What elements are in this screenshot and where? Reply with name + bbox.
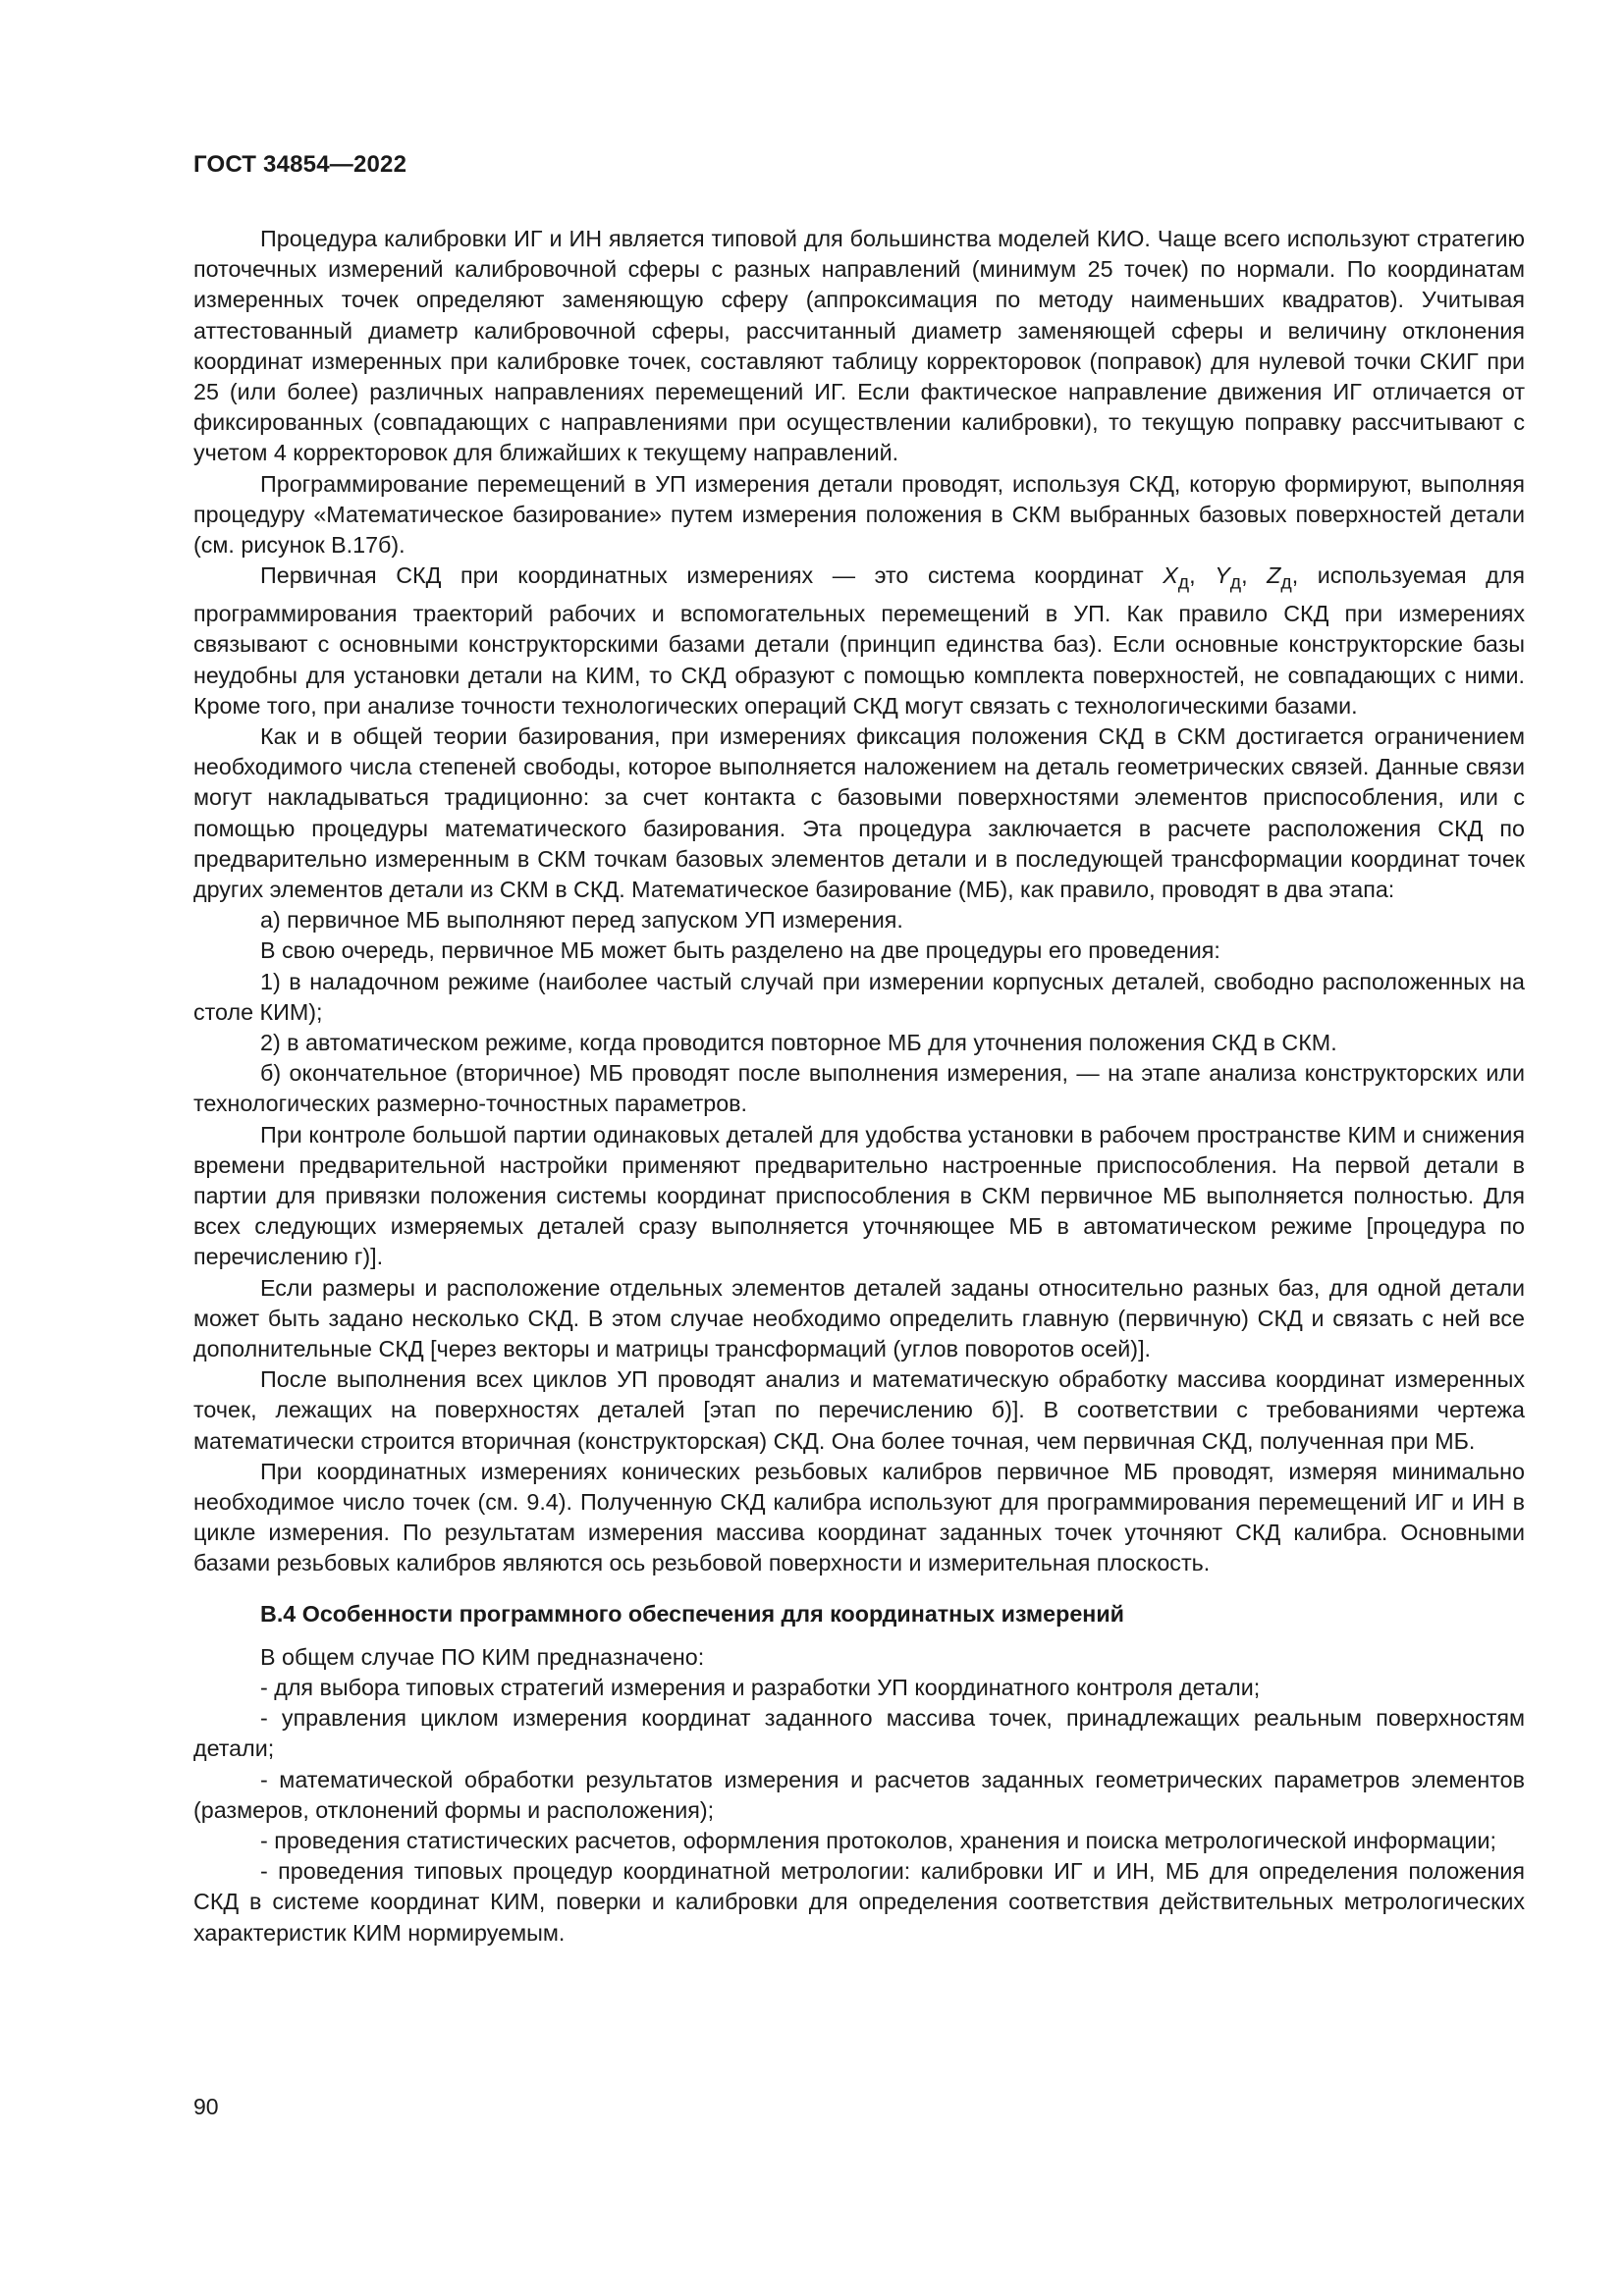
list-item: - математической обработки результатов измерения и расчетов заданных геометрических параметров элементов (размеров, отклонений формы и расположения); [193,1766,1525,1823]
paragraph: Если размеры и расположение отдельных элементов деталей заданы относительно разных баз, для одной детали может быть задано несколько СКД. В этом случае необходимо определить главную (первичную) СКД и связать с ней все дополнительные СКД [через векторы и матрицы трансформаций (углов поворотов осей)]. [193,1274,1525,1362]
paragraph: Как и в общей теории базирования, при измерениях фиксация положения СКД в СКМ достигается ограничением необходимого числа степеней свободы, которое выполняется наложением на деталь геометрических связей. Данные связи могут накладываться традиционно: за счет контакта с базовыми поверхностями элементов приспособления, или с помощью процедуры математического базирования. Эта процедура заключается в расчете расположения СКД по предварительно измеренным в СКМ точкам базовых элементов детали и в последующей трансформации координат точек других элементов детали из СКМ в СКД. Математическое базирование (МБ), как правило, проводят в два этапа: [193,722,1525,902]
paragraph: При координатных измерениях конических резьбовых калибров первичное МБ проводят, измеряя минимально необходимое число точек (см. 9.4). Полученную СКД калибра используют для программирования перемещений ИГ и ИН в цикле измерения. По результатам измерения массива координат заданных точек уточняют СКД калибра. Основными базами резьбовых калибров являются ось резьбовой поверхности и измерительная плоскость. [193,1458,1525,1576]
document-body [193,224,1525,1949]
section-heading: В.4 Особенности программного обеспечения для координатных измерений [260,1600,1124,1627]
text-run: Первичная СКД при координатных измерениях — это система координат [260,562,1164,589]
document-header: ГОСТ 34854—2022 [193,151,407,178]
text-run: , используемая для программирования траекторий рабочих и вспомогательных перемещений в УП. Как правило СКД при измерениях связывают с основными конструкторскими базами детали (принцип единства баз). Если основные конструкторские базы неудобны для установки детали на КИМ, то СКД образуют с помощью комплекта поверхностей, не совпадающих с ними. Кроме того, при анализе точности технологических операций СКД могут связать с технологическими базами. [193,562,1525,719]
subscript: д [1280,571,1292,594]
subscript: д [1177,571,1190,594]
paragraph: Программирование перемещений в УП измерения детали проводят, используя СКД, которую формируют, выполняя процедуру «Математическое базирование» путем измерения положения в СКМ выбранных базовых поверхностей детали (см. рисунок В.17б). [193,470,1525,559]
list-item: - проведения статистических расчетов, оформления протоколов, хранения и поиска метрологической информации; [260,1828,1496,1854]
list-item: 2) в автоматическом режиме, когда проводится повторное МБ для уточнения положения СКД в СКМ. [260,1029,1337,1055]
list-item: - проведения типовых процедур координатной метрологии: калибровки ИГ и ИН, МБ для определения положения СКД в системе координат КИМ, поверки и калибровки для определения соответствия действительных метрологических характеристик КИМ нормируемым. [193,1858,1525,1946]
list-item: - управления циклом измерения координат заданного массива точек, принадлежащих реальным поверхностям детали; [193,1705,1525,1762]
paragraph: В свою очередь, первичное МБ может быть разделено на две процедуры его проведения: [260,937,1220,964]
list-item: 1) в наладочном режиме (наиболее частый случай при измерении корпусных деталей, свободно расположенных на столе КИМ); [193,968,1525,1025]
paragraph: Процедура калибровки ИГ и ИН является типовой для большинства моделей КИО. Чаще всего используют стратегию поточечных измерений калибровочной сферы с разных направлений (минимум 25 точек) по нормали. По координатам измеренных точек определяют заменяющую сферу (аппроксимация по методу наименьших квадратов). Учитывая аттестованный диаметр калибровочной сферы, рассчитанный диаметр заменяющей сферы и величину отклонения координат измеренных при калибровке точек, составляют таблицу корректоровок (поправок) для нулевой точки СКИГ при 25 (или более) различных направлениях перемещений ИГ. Если фактическое направление движения ИГ отличается от фиксированных (совпадающих с направлениями при осуществлении калибровки), то текущую поправку рассчитывают с учетом 4 корректоровок для ближайших к текущему направлений. [193,226,1525,466]
paragraph-skd-definition: Первичная СКД при координатных измерениях — это система координат $X_д$, $Y_д$, $Z_д$, используемая для программирования траекторий рабочих и вспомогательных перемещений в УП. Как правило СКД при измерениях связывают с основными конструкторскими базами детали (принцип единства баз). Если основные конструкторские базы неудобны для установки детали на КИМ, то СКД образуют с помощью комплекта поверхностей, не совпадающих с ними. Кроме того, при анализе точности технологических операций СКД могут связать с технологическими базами. [193,562,1525,719]
list-item: а) первичное МБ выполняют перед запуском УП измерения. [260,907,903,934]
var-z: Z [1267,562,1281,589]
paragraph: После выполнения всех циклов УП проводят анализ и математическую обработку массива координат измеренных точек, лежащих на поверхностях деталей [этап по перечислению б)]. В соответствии с требованиями чертежа математически строится вторичная (конструкторская) СКД. Она более точная, чем первичная СКД, полученная при МБ. [193,1366,1525,1454]
var-y: Y [1215,562,1230,589]
subscript: д [1229,571,1242,594]
list-item: - для выбора типовых стратегий измерения и разработки УП координатного контроля детали; [260,1675,1261,1700]
var-x: X [1163,562,1178,589]
paragraph: В общем случае ПО КИМ предназначено: [260,1643,705,1670]
list-item: б) окончательное (вторичное) МБ проводят после выполнения измерения, — на этапе анализа конструкторских или технологических размерно-точностных параметров. [193,1060,1525,1117]
page-number: 90 [193,2094,219,2119]
paragraph: При контроле большой партии одинаковых деталей для удобства установки в рабочем пространстве КИМ и снижения времени предварительной настройки применяют предварительно настроенные приспособления. На первой детали в партии для привязки положения системы координат приспособления в СКМ первичное МБ выполняется полностью. Для всех следующих измеряемых деталей сразу выполняется уточняющее МБ в автоматическом режиме [процедура по перечислению г)]. [193,1121,1525,1270]
